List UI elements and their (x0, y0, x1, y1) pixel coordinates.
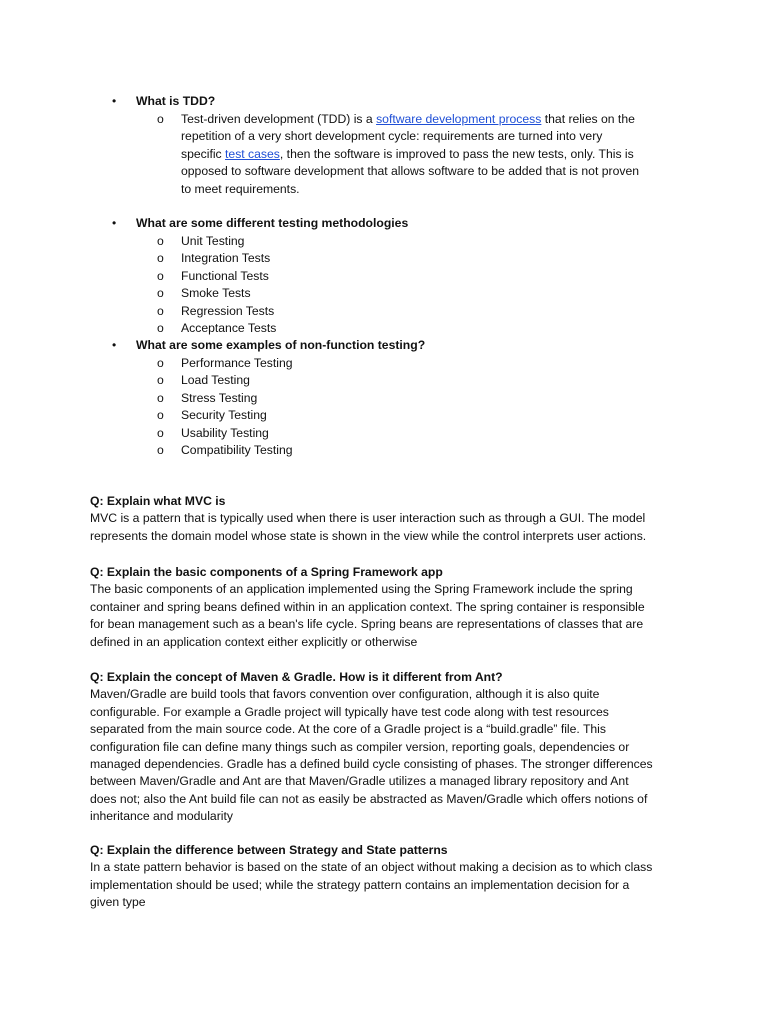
list-item: o Functional Tests (157, 268, 677, 285)
nonfunction-sub-list (157, 355, 677, 459)
circle-marker-icon: o (157, 373, 164, 388)
circle-marker-icon: o (157, 251, 164, 266)
circle-marker-icon: o (157, 268, 164, 283)
software-development-process-link[interactable]: software development process (376, 112, 542, 126)
section-body-maven-gradle: Maven/Gradle are build tools that favors convention over configuration, although it is also quite configurable. For example a Gradle project will typically have test code along with test resources separated from the main source code. At the core of a Gradle project is a “build.gradle” file. This configuration file can define many things such as compiler version, reporting goals, dependencies or managed dependencies. Gradle has a defined build cycle consisting of phases. The stronger differences between Maven/Gradle and Ant are that Maven/Gradle utilizes a managed library repository and Ant does not; also the Ant build file can not as easily be abstracted as Maven/Gradle which offers notions of inheritance and modularity (90, 687, 653, 824)
section-title-spring: Q: Explain the basic components of a Spring Framework app (90, 565, 443, 579)
circle-marker-icon: o (157, 356, 164, 370)
bullet-icon: • (112, 94, 117, 108)
tdd-line-1: Test-driven development (TDD) is a software development process that relies on the (181, 112, 635, 126)
list-item: o Stress Testing (157, 390, 677, 407)
list-item: o Integration Tests (157, 250, 677, 267)
list-item: o Performance Testing (157, 355, 677, 372)
tdd-line-3: specific test cases, then the software is improved to pass the new tests, only. This is (181, 146, 634, 161)
tdd-line-2: repetition of a very short development cycle: requirements are turned into very (181, 129, 603, 144)
section-maven-gradle (90, 669, 690, 826)
tdd-definition-paragraph (181, 111, 681, 198)
list-item: o Smoke Tests (157, 285, 677, 302)
question-non-function-testing: What are some examples of non-function testing? (136, 338, 426, 352)
list-item: o Unit Testing (157, 233, 677, 250)
list-item: o Regression Tests (157, 303, 677, 320)
question-what-is-tdd: What is TDD? (136, 94, 216, 108)
circle-marker-icon: o (157, 425, 164, 440)
section-title-strategy-state: Q: Explain the difference between Strategy and State patterns (90, 843, 448, 857)
section-title-mvc: Q: Explain what MVC is (90, 494, 226, 508)
circle-marker-icon: o (157, 442, 164, 457)
section-title-maven-gradle: Q: Explain the concept of Maven & Gradle. How is it different from Ant? (90, 670, 503, 684)
circle-marker-icon: o (157, 286, 164, 301)
section-spring (90, 564, 690, 651)
list-item: o Usability Testing (157, 425, 677, 442)
methodologies-sub-list (157, 233, 677, 337)
circle-marker-icon: o (157, 320, 164, 335)
list-item: o Compatibility Testing (157, 442, 677, 459)
tdd-line-5: to meet requirements. (181, 181, 300, 196)
section-mvc (90, 493, 690, 545)
question-testing-methodologies: What are some different testing methodologies (136, 216, 409, 230)
circle-marker-icon: o (157, 112, 164, 126)
tdd-line-4: opposed to software development that allows software to be added that is not proven (181, 164, 639, 179)
list-item: o Load Testing (157, 372, 677, 389)
bullet-icon: • (112, 338, 117, 352)
section-body-mvc: MVC is a pattern that is typically used when there is user interaction such as through a GUI. The model represents the domain model whose state is shown in the view while the control interprets user actions. (90, 511, 647, 543)
section-strategy-state (90, 842, 690, 912)
section-body-spring: The basic components of an application implemented using the Spring Framework include the spring container and spring beans defined within in an application context. The spring container is responsible for bean management such as a bean's life cycle. Spring beans are representations of classes that are defined in an application context either explicitly or otherwise (90, 582, 645, 649)
test-cases-link[interactable]: test cases (225, 146, 280, 161)
list-item: o Acceptance Tests (157, 320, 677, 337)
section-body-strategy-state: In a state pattern behavior is based on the state of an object without making a decision as to which class implementation should be used; while the strategy pattern contains an implementation decision for a given type (90, 860, 653, 910)
circle-marker-icon: o (157, 303, 164, 318)
circle-marker-icon: o (157, 408, 164, 423)
list-item: o Security Testing (157, 407, 677, 424)
circle-marker-icon: o (157, 390, 164, 405)
circle-marker-icon: o (157, 234, 164, 248)
bullet-icon: • (112, 216, 117, 230)
